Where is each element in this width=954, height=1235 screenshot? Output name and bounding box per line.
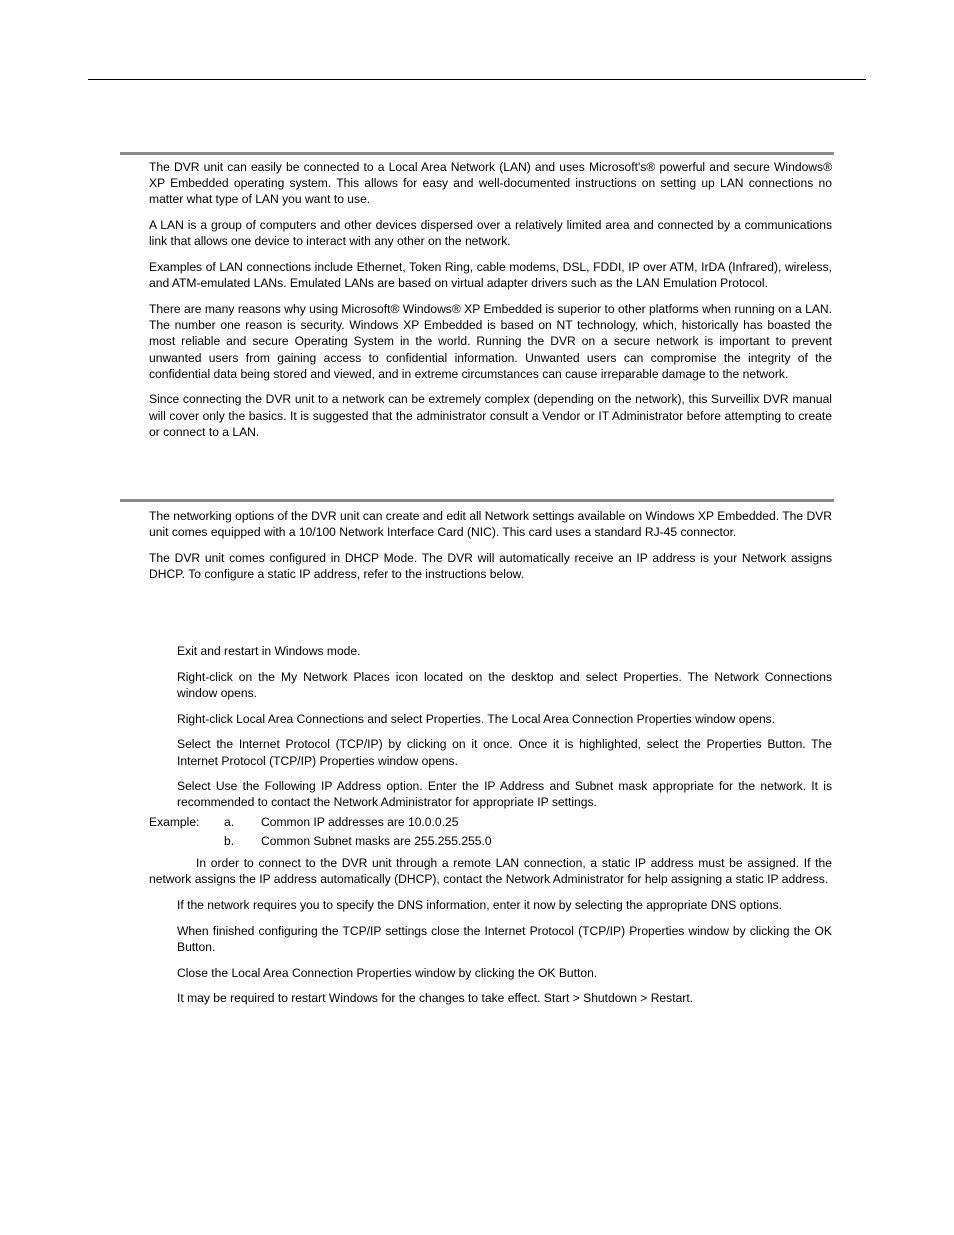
paragraph: Since connecting the DVR unit to a network can be extremely complex (depending on the network), this Surveillix DVR manual will cover only the basics. It is suggested that the administrator consult a Vendor or IT Administrator before attempting to create or connect to a LAN. bbox=[149, 392, 832, 439]
paragraph: There are many reasons why using Microsoft® Windows® XP Embedded is superior to other platforms when running on a LAN. The number one reason is security. Windows XP Embedded is based on NT technology, which, historically has boasted the most reliable and secure Operating System in the world. Running the DVR on a secure network is important to prevent unwanted users from gaining access to confidential information. Unwanted users can compromise the integrity of the confidential data being stored and viewed, and in extreme circumstances can cause irreparable damage to the network. bbox=[149, 301, 832, 381]
step-item: When finished configuring the TCP/IP settings close the Internet Protocol (TCP/IP) Properties window by clicking the OK Button. bbox=[177, 923, 832, 954]
step-item: Select the Internet Protocol (TCP/IP) by clicking on it once. Once it is highlighted, select the Properties Button. The Internet Protocol (TCP/IP) Properties window opens. bbox=[177, 737, 832, 768]
header-rule bbox=[88, 79, 866, 80]
step-item: Select Use the Following IP Address option. Enter the IP Address and Subnet mask appropriate for the network. It is recommended to contact the Network Administrator for appropriate IP settings. bbox=[177, 779, 832, 810]
example-text: Common Subnet masks are 255.255.255.0 bbox=[261, 834, 492, 849]
example-list bbox=[149, 814, 832, 852]
example-label: Example: bbox=[149, 815, 200, 829]
example-row bbox=[149, 833, 832, 849]
section-lan-body bbox=[149, 159, 832, 450]
dns-steps bbox=[177, 897, 832, 1016]
section-rule-lan bbox=[120, 152, 834, 155]
step-item: Right-click on the My Network Places icon located on the desktop and select Properties. The Network Connections window opens. bbox=[177, 669, 832, 700]
example-text: Common IP addresses are 10.0.0.25 bbox=[261, 815, 459, 829]
step-item: If the network requires you to specify the DNS information, enter it now by selecting the appropriate DNS options. bbox=[177, 898, 782, 912]
step-item: Right-click Local Area Connections and select Properties. The Local Area Connection Properties window opens. bbox=[177, 711, 776, 726]
paragraph: The networking options of the DVR unit can create and edit all Network settings available on Windows XP Embedded. The DVR unit comes equipped with a 10/100 Network Interface Card (NIC). This card uses a standard RJ-45 connector. bbox=[149, 509, 832, 540]
step-item: It may be required to restart Windows for the changes to take effect. Start > Shutdown > Restart. bbox=[177, 991, 694, 1006]
paragraph: Examples of LAN connections include Ethernet, Token Ring, cable modems, DSL, FDDI, IP over ATM, IrDA (Infrared), wireless, and ATM-emulated LANs. Emulated LANs are based on virtual adapter drivers such as the LAN Emulation Protocol. bbox=[149, 260, 832, 291]
example-letter: b. bbox=[224, 834, 235, 849]
example-row bbox=[149, 814, 832, 830]
paragraph: The DVR unit comes configured in DHCP Mode. The DVR will automatically receive an IP address is your Network assigns DHCP. To configure a static IP address, refer to the instructions below. bbox=[149, 550, 832, 582]
paragraph: The DVR unit can easily be connected to a Local Area Network (LAN) and uses Microsoft's® powerful and secure Windows® XP Embedded operating system. This allows for easy and well-documented instructions on setting up LAN connections no matter what type of LAN you want to use. bbox=[149, 160, 832, 207]
section-network-setup-body bbox=[149, 508, 832, 592]
static-ip-steps bbox=[177, 643, 832, 820]
step-item: Exit and restart in Windows mode. bbox=[177, 644, 361, 658]
section-rule-network-setup bbox=[120, 499, 834, 502]
example-letter: a. bbox=[224, 815, 235, 829]
static-ip-note: In order to connect to the DVR unit through a remote LAN connection, a static IP address must be assigned. If the network assigns the IP address automatically (DHCP), contact the Network Administrator for help assigning a static IP address. bbox=[149, 856, 832, 887]
paragraph: A LAN is a group of computers and other devices dispersed over a relatively limited area and connected by a communications link that allows one device to interact with any other on the network. bbox=[149, 218, 832, 249]
step-item: Close the Local Area Connection Properties window by clicking the OK Button. bbox=[177, 965, 598, 980]
